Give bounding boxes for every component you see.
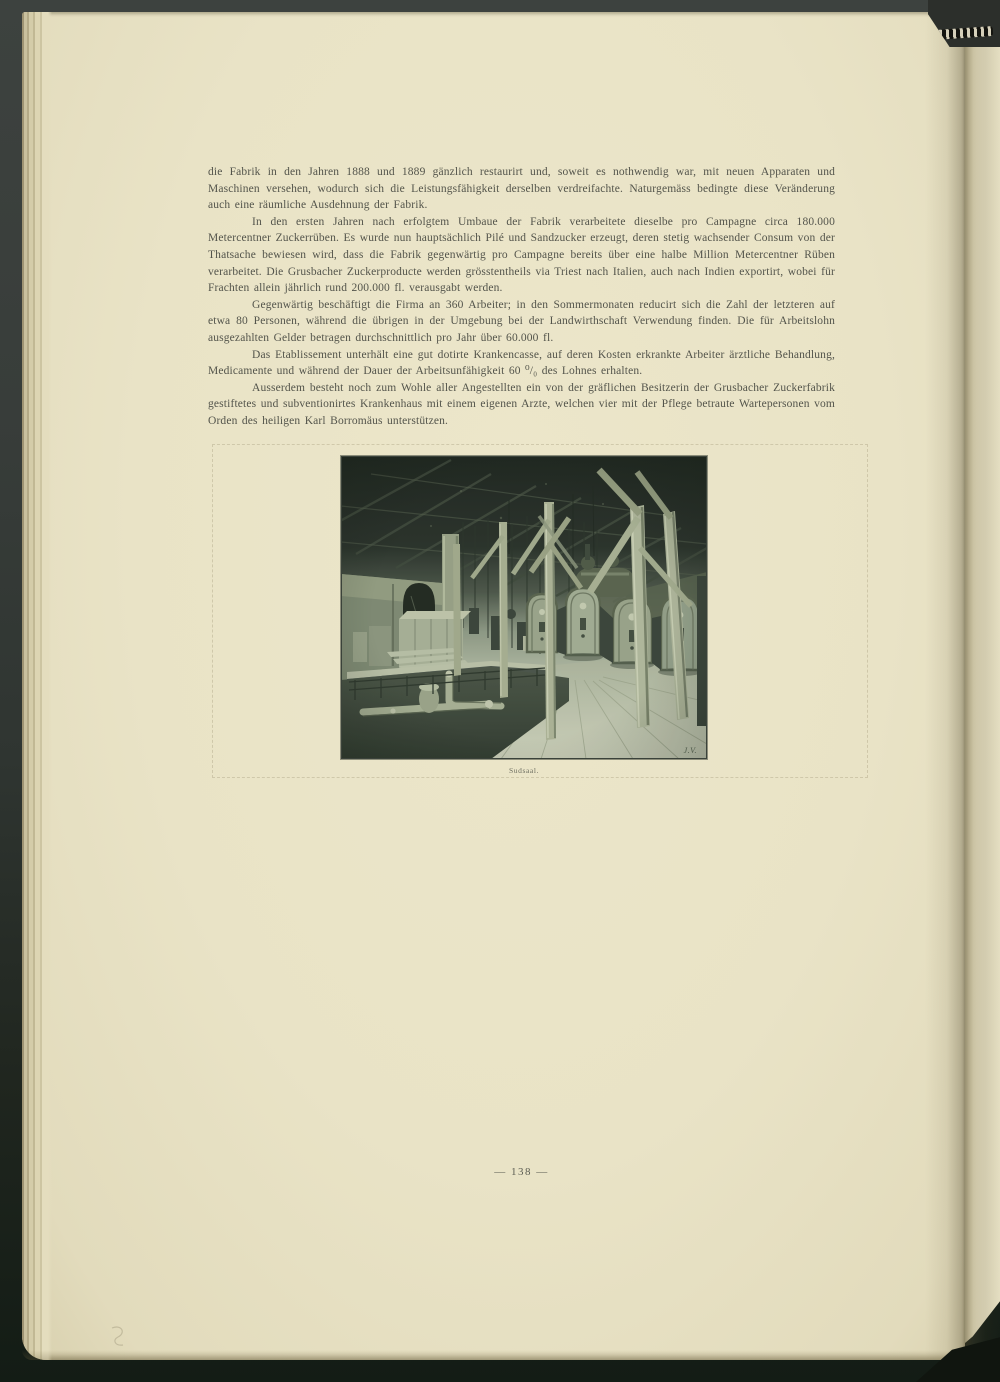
paragraph-1: die Fabrik in den Jahren 1888 und 1889 gänzlich restaurirt und, soweit es nothwendig war, mit neuen Apparaten und Maschinen versehen, wodurch sich die Leistungsfähigkeit derselben verdreifachte. Naturgemäss bedingte diese Veränderung auch eine räumliche Ausdehnung der Fabrik. bbox=[208, 166, 835, 212]
book-page bbox=[22, 12, 965, 1360]
photo-plate bbox=[341, 456, 707, 759]
body-text bbox=[208, 164, 835, 430]
factory-interior-photo bbox=[341, 456, 707, 759]
figure-caption: Sudsaal. bbox=[508, 766, 539, 775]
page-stack-edges bbox=[22, 12, 52, 1360]
paragraph-4: Das Etablissement unterhält eine gut dotirte Krankencasse, auf deren Kosten erkrankte Arbeiter ärztliche Behandlung, Medicamente und während der Dauer der Arbeitsunfähigkeit 60 ⁰/₀ des Lohnes erhalten. bbox=[208, 348, 835, 378]
facing-page-edge bbox=[965, 40, 1000, 1343]
photographer-signature: J.V. bbox=[683, 746, 697, 755]
paragraph-2: In den ersten Jahren nach erfolgtem Umbaue der Fabrik verarbeitete dieselbe pro Campagne circa 180.000 Metercentner Zuckerrüben. Es wurde nun hauptsächlich Pilé und Sandzucker erzeugt, deren stetig wachsender Consum von der Thatsache bewiesen wird, dass die Fabrik gegenwärtig pro Campagne bereits über eine halbe Million Metercentner Rüben verarbeitet. Die Grusbacher Zuckerproducte werden grösstentheils via Triest nach Italien, auch nach Indien exportirt, wobei für Frachten allein jährlich rund 200.000 fl. verausgabt werden. bbox=[208, 215, 835, 295]
page-number: — 138 — bbox=[494, 1166, 549, 1178]
pencil-mark bbox=[108, 1324, 132, 1350]
paragraph-3: Gegenwärtig beschäftigt die Firma an 360 Arbeiter; in den Sommermonaten reducirt sich die Zahl der letzteren auf etwa 80 Personen, während die übrigen in der Umgebung bei der Landwirthschaft Verwendung finden. Die für Arbeitslohn ausgezahlten Gelder betragen durchschnittlich pro Jahr über 60.000 fl. bbox=[208, 298, 835, 344]
paragraph-5: Ausserdem besteht noch zum Wohle aller Angestellten ein von der gräflichen Besitzerin der Grusbacher Zuckerfabrik gestiftetes und subventionirtes Krankenhaus mit einem eigenen Arzte, welchen vier mit der Pflege betraute Wartepersonen vom Orden des heiligen Karl Borromäus unterstützen. bbox=[208, 381, 835, 427]
